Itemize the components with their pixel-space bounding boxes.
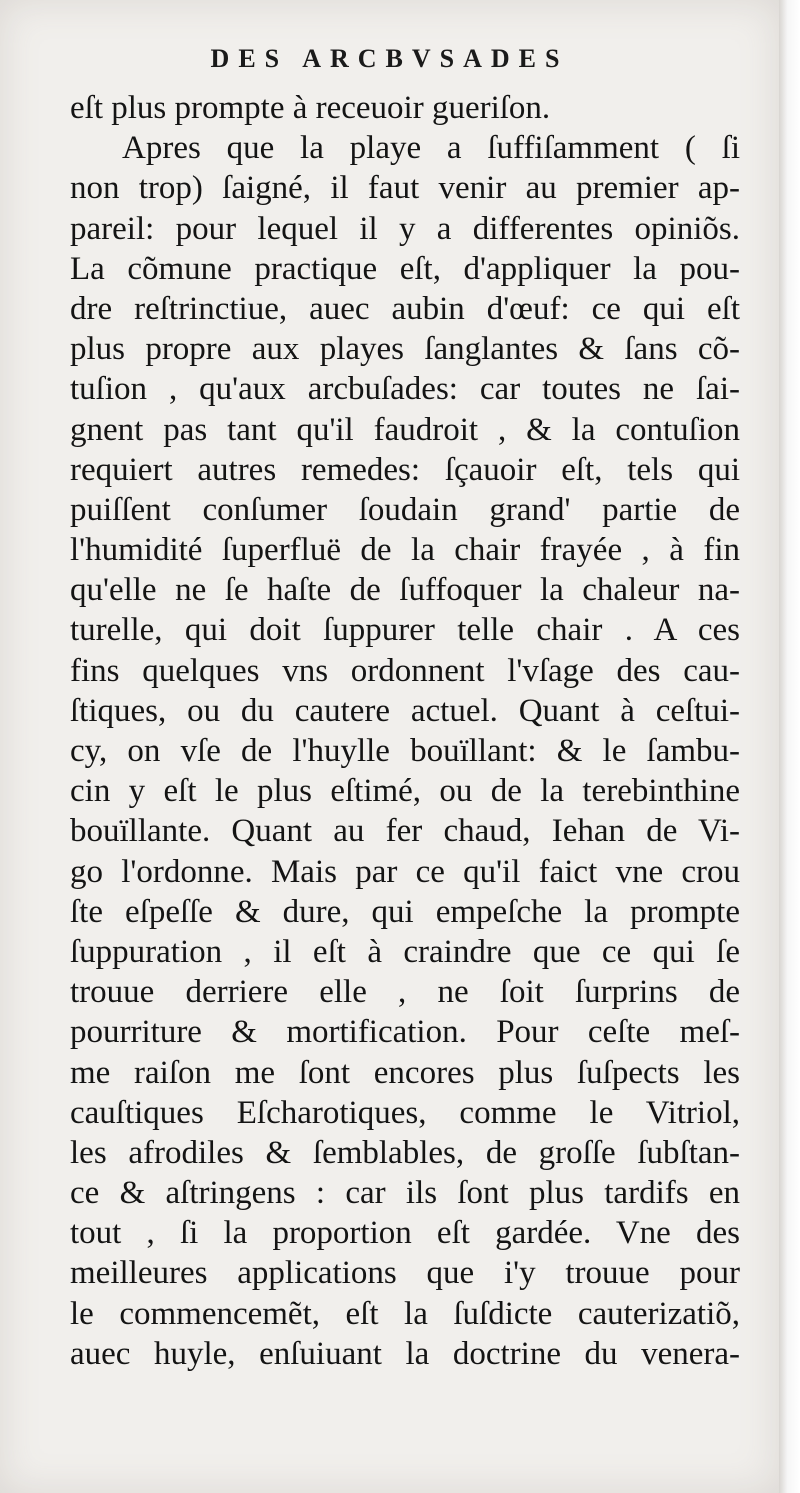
running-head: DES ARCBVSADES — [210, 44, 569, 73]
text-line: qu'elle ne ſe haſte de ſuffoquer la chaleur na- — [70, 572, 740, 609]
text-line: tout , ſi la proportion eſt gardée. Vne des — [70, 1215, 740, 1252]
body-text — [70, 88, 740, 1374]
text-line: cin y eſt le plus eſtimé, ou de la terebinthine — [70, 773, 740, 810]
text-line: non trop) ſaigné, il faut venir au premier ap- — [70, 170, 740, 207]
text-line: tuſion , qu'aux arcbuſades: car toutes ne ſai- — [70, 371, 740, 408]
text-line: l'humidité ſuperfluë de la chair frayée , à fin — [70, 532, 740, 569]
text-line: turelle, qui doit ſuppurer telle chair . A ces — [70, 612, 740, 649]
text-line: dre reſtrinctiue, auec aubin d'œuf: ce qui eſt — [70, 290, 740, 327]
text-line: ſte eſpeſſe & dure, qui empeſche la prompte — [70, 893, 740, 930]
text-line: ce & aſtringens : car ils ſont plus tardifs en — [70, 1175, 740, 1212]
text-line: le commencemẽt, eſt la ſuſdicte cauterizatiõ, — [70, 1295, 740, 1332]
text-line: puiſſent conſumer ſoudain grand' partie de — [70, 491, 740, 528]
text-line: ſuppuration , il eſt à craindre que ce qui ſe — [70, 933, 740, 970]
text-line: bouïllante. Quant au fer chaud, Iehan de Vi- — [70, 813, 740, 850]
text-line: cauſtiques Eſcharotiques, comme le Vitriol, — [70, 1094, 740, 1131]
text-line: ſtiques, ou du cautere actuel. Quant à ceſtui- — [70, 692, 740, 729]
text-line: requiert autres remedes: ſçauoir eſt, tels qui — [70, 451, 740, 488]
text-line: les afrodiles & ſemblables, de groſſe ſubſtan- — [70, 1134, 740, 1171]
text-line: eſt plus prompte à receuoir gueriſon. — [70, 90, 551, 126]
text-line: gnent pas tant qu'il faudroit , & la contuſion — [70, 411, 740, 448]
text-line: cy, on vſe de l'huylle bouïllant: & le ſambu- — [70, 733, 740, 769]
text-line: plus propre aux playes ſanglantes & ſans cõ- — [70, 331, 740, 368]
text-line: La cõmune practique eſt, d'appliquer la pou- — [70, 250, 740, 287]
text-line: pourriture & mortification. Pour ceſte meſ- — [70, 1014, 740, 1051]
page-margin-edge — [779, 0, 800, 1493]
text-line: Apres que la playe a ſuffiſamment ( ſi — [122, 130, 740, 167]
text-line: fins quelques vns ordonnent l'vſage des cau- — [70, 652, 740, 689]
text-line: trouue derriere elle , ne ſoit ſurprins de — [70, 974, 740, 1011]
text-line: go l'ordonne. Mais par ce qu'il faict vne crou — [70, 853, 740, 890]
text-line: meilleures applications que i'y trouue pour — [70, 1255, 740, 1292]
text-line: pareil: pour lequel il y a differentes opiniõs. — [70, 210, 740, 247]
text-line: auec huyle, enſuiuant la doctrine du venera- — [70, 1335, 740, 1372]
text-line: me raiſon me ſont encores plus ſuſpects les — [70, 1054, 740, 1091]
